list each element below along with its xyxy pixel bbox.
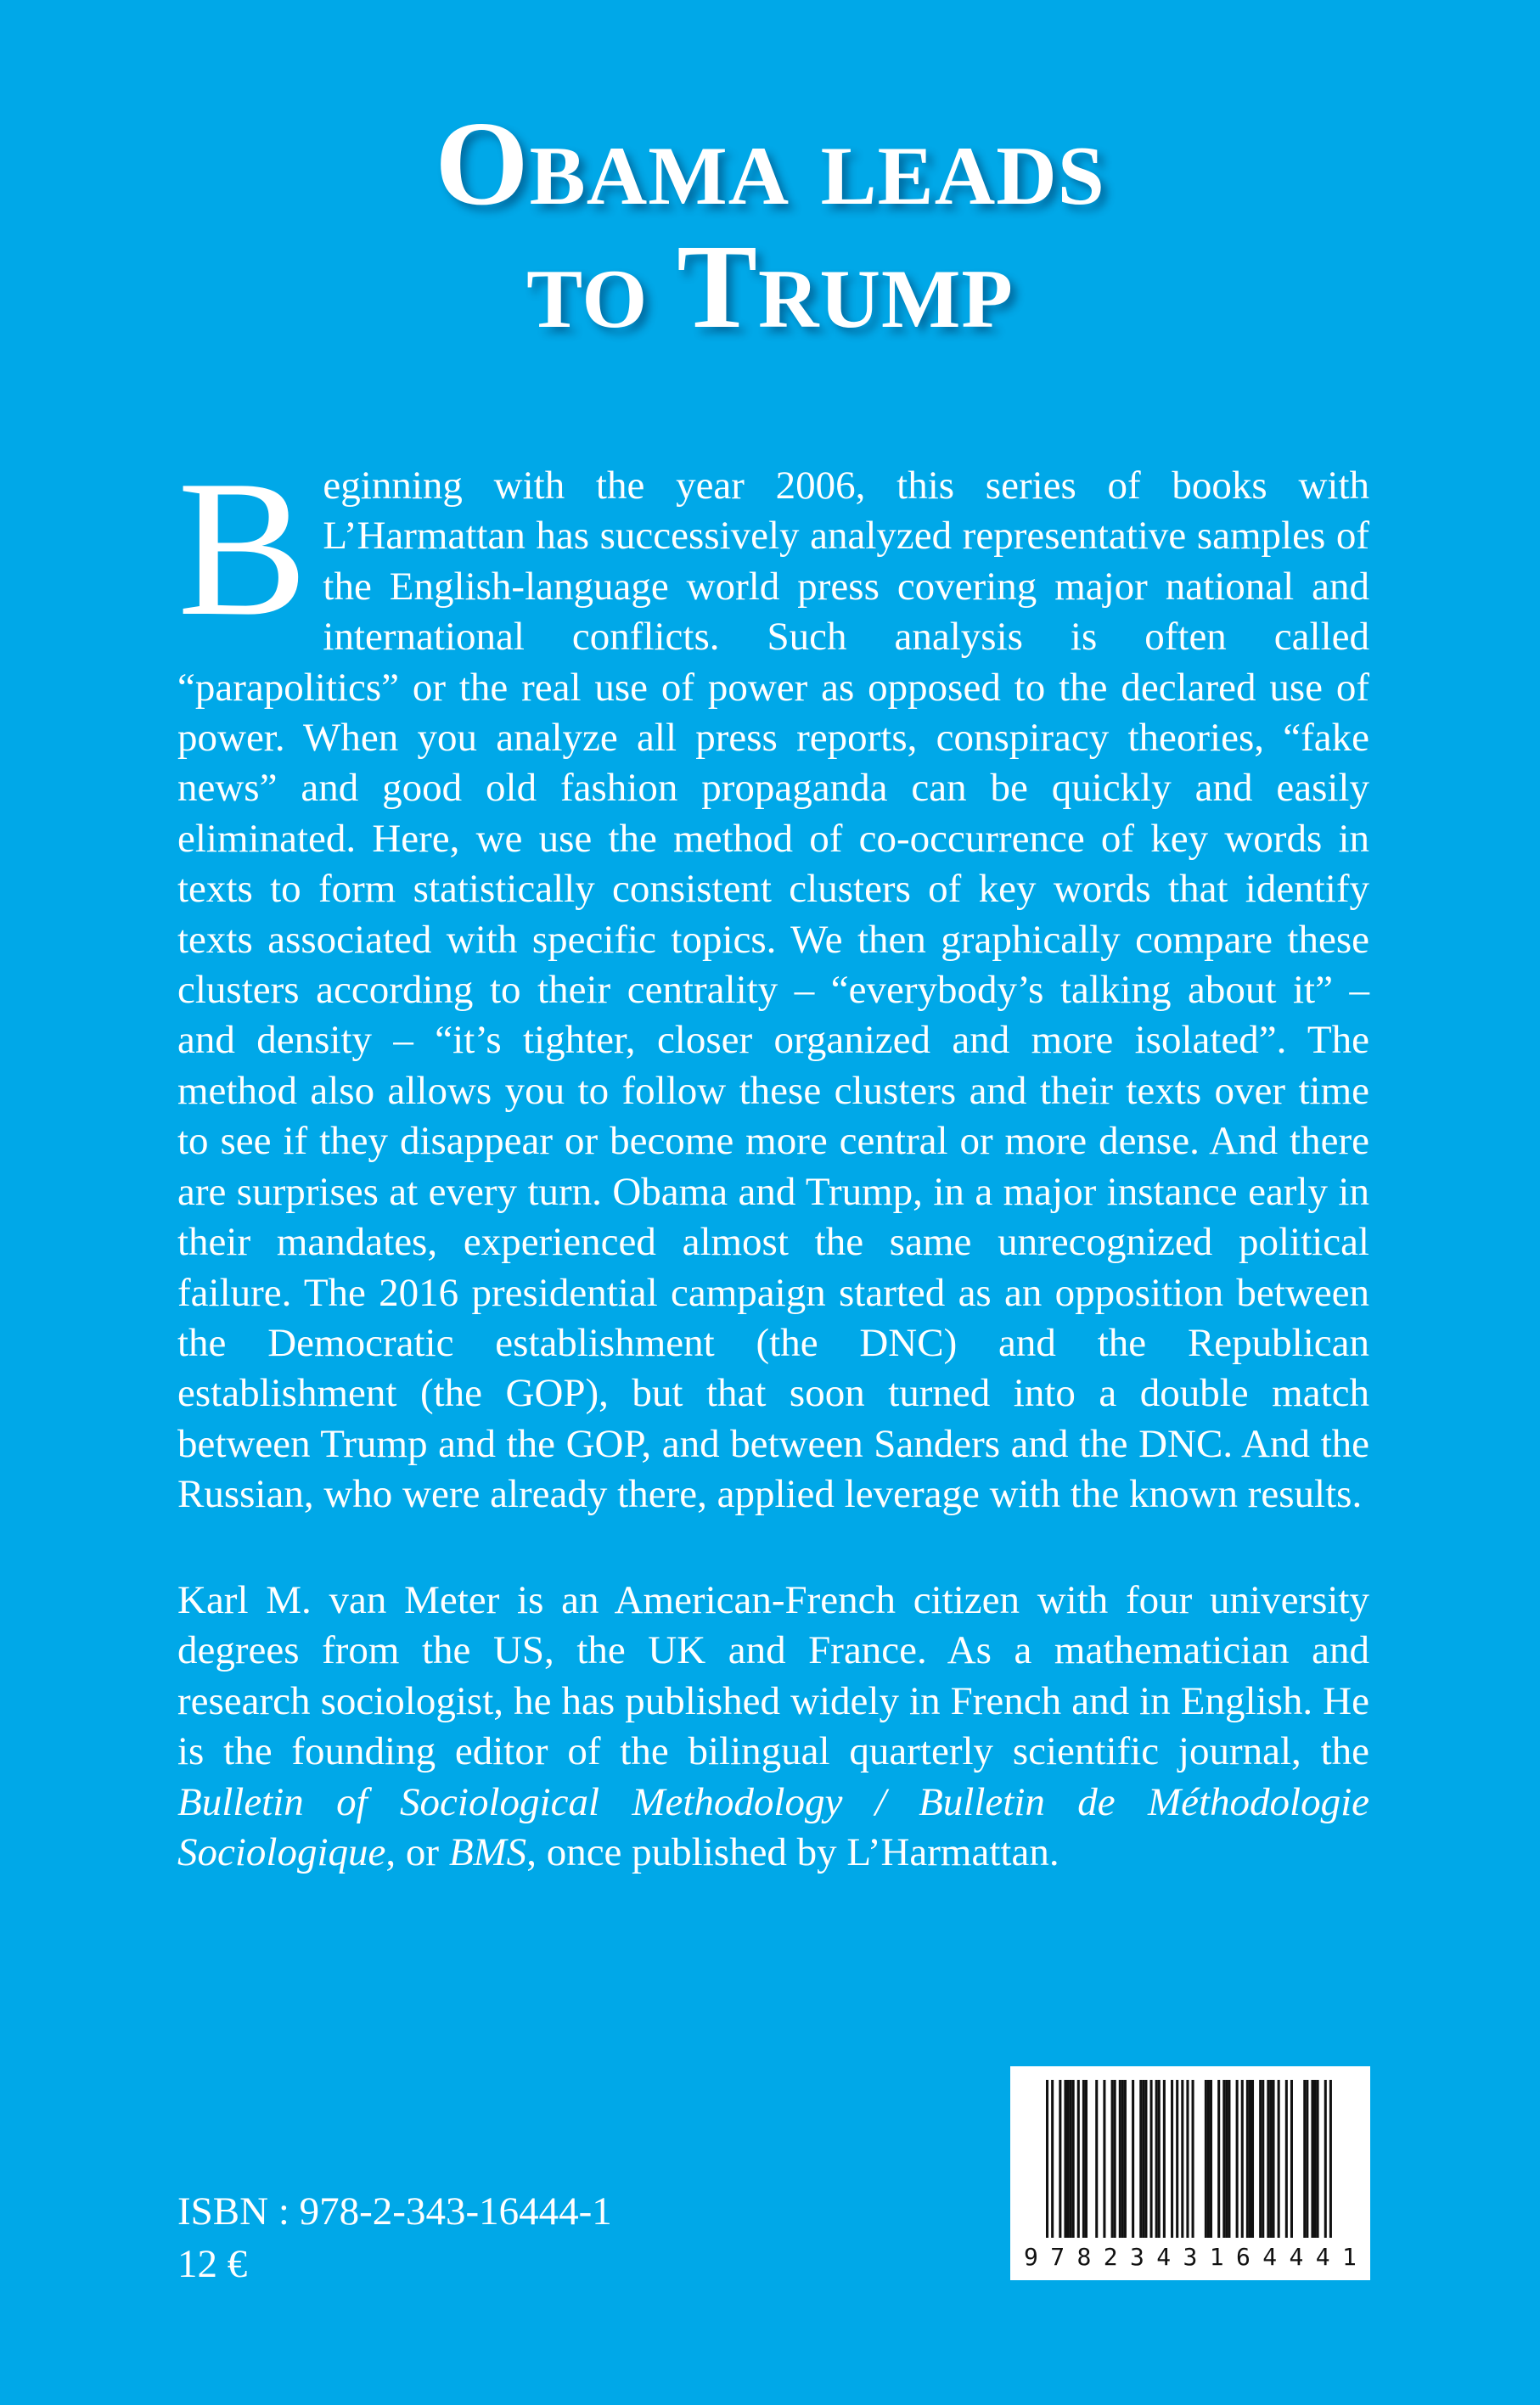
journal-abbreviation: BMS — [448, 1830, 527, 1875]
summary-paragraph — [177, 440, 1369, 1520]
barcode-bar — [1072, 2080, 1075, 2238]
barcode-bar — [1262, 2080, 1264, 2238]
barcode-bar — [1051, 2080, 1054, 2238]
isbn-price-block — [177, 2185, 612, 2290]
barcode-bar — [1181, 2080, 1183, 2238]
author-bio-intro: Karl M. van Meter is an American-French citizen with four university degrees from the US, the UK and France. As a mathematician and research sociologist, he has published widely in French and in English. He is the founding editor of the bilingual quarterly scientific journal, the — [177, 1578, 1369, 1774]
barcode-bar — [1095, 2080, 1098, 2238]
barcode-bar — [1207, 2080, 1210, 2238]
barcode-bar — [1269, 2080, 1272, 2238]
barcode-bar — [1124, 2080, 1127, 2238]
barcode-bar — [1082, 2080, 1085, 2238]
barcode-bar — [1225, 2080, 1228, 2238]
drop-cap-letter: B — [177, 440, 308, 656]
barcode-bar — [1217, 2080, 1220, 2238]
barcode-bar — [1290, 2080, 1293, 2238]
barcode-bar — [1329, 2080, 1332, 2238]
barcode-bar — [1303, 2080, 1306, 2238]
barcode-bar — [1119, 2080, 1121, 2238]
barcode-bar — [1272, 2080, 1274, 2238]
barcode-bar — [1121, 2080, 1124, 2238]
barcode-digit: 4 — [1262, 2243, 1278, 2271]
barcode-bar — [1064, 2080, 1066, 2238]
barcode-bar — [1192, 2080, 1194, 2238]
ean-barcode — [1010, 2066, 1370, 2280]
barcode-bar — [1267, 2080, 1269, 2238]
barcode-digits — [1024, 2243, 1357, 2272]
barcode-bar — [1059, 2080, 1061, 2238]
barcode-bar — [1139, 2080, 1142, 2238]
barcode-bar — [1278, 2080, 1280, 2238]
title-line-2: to Trump — [526, 218, 1014, 353]
barcode-bar — [1205, 2080, 1207, 2238]
barcode-bar — [1046, 2080, 1048, 2238]
barcode-bar — [1236, 2080, 1239, 2238]
barcode-bar — [1241, 2080, 1244, 2238]
barcode-bar — [1132, 2080, 1134, 2238]
barcode-bar — [1311, 2080, 1313, 2238]
author-bio-paragraph — [177, 1576, 1369, 1878]
journal-title: Bulletin of Sociological Methodology / Bulletin de Méthodologie Sociologique — [177, 1779, 1369, 1875]
barcode-digit: 7 — [1050, 2243, 1065, 2271]
barcode-bar — [1158, 2080, 1161, 2238]
barcode-bar — [1111, 2080, 1114, 2238]
barcode-bar — [1171, 2080, 1173, 2238]
barcode-bar — [1163, 2080, 1166, 2238]
barcode-bar — [1114, 2080, 1116, 2238]
barcode-digit: 3 — [1130, 2243, 1144, 2271]
barcode-bar — [1306, 2080, 1308, 2238]
barcode-bar — [1144, 2080, 1147, 2238]
barcode-bar — [1077, 2080, 1080, 2238]
barcode-bar — [1142, 2080, 1144, 2238]
barcode-bar — [1228, 2080, 1230, 2238]
barcode-bar — [1176, 2080, 1178, 2238]
barcode-digit: 9 — [1024, 2243, 1038, 2271]
title-line-1: Obama leads — [435, 96, 1105, 230]
barcode-bar — [1085, 2080, 1088, 2238]
barcode-bar — [1317, 2080, 1319, 2238]
barcode-bar — [1210, 2080, 1212, 2238]
barcode-bar — [1246, 2080, 1249, 2238]
barcode-bar — [1067, 2080, 1070, 2238]
barcode-bar — [1249, 2080, 1251, 2238]
barcode-bar — [1222, 2080, 1225, 2238]
barcode-bar — [1150, 2080, 1153, 2238]
author-bio-middle: , or — [385, 1830, 449, 1875]
barcode-digit: 1 — [1342, 2243, 1357, 2271]
barcode-digit: 8 — [1076, 2243, 1092, 2271]
barcode-bar — [1155, 2080, 1158, 2238]
barcode-digit: 1 — [1209, 2243, 1224, 2271]
barcode-bar — [1259, 2080, 1262, 2238]
barcode-bar — [1186, 2080, 1189, 2238]
barcode-digit: 3 — [1183, 2243, 1198, 2271]
summary-text: eginning with the year 2006, this series of books with L’Harmattan has successively analyzed representative samples of the English-language world press covering major national and international conflicts. Such analysis is often called “parapolitics” or the real use of power as opposed to the declared use of power. When you analyze all press reports, conspiracy theories, “fake news” and good old fashion propaganda can be quickly and easily eliminated. Here, we use the method of co-occurrence of key words in texts to form statistically consistent clusters of key words that identify texts associated with specific topics. We then graphically compare these clusters according to their centrality – “everybody’s talking about it” – and density – “it’s tighter, closer organized and more isolated”. The method also allows you to follow these clusters and their texts over time to see if they disappear or become more central or more dense. And there are surprises at every turn. Obama and Trump, in a major instance early in their mandates, experienced almost the same unrecognized political failure. The 2016 presidential campaign started as an opposition between the Democratic establishment (the DNC) and the Republican establishment (the GOP), but that soon turned into a double match between Trump and the GOP, and between Sanders and the DNC. And the Russian, who were already there, applied leverage with the known results. — [177, 464, 1369, 1517]
barcode-digit: 2 — [1103, 2243, 1118, 2271]
barcode-bar — [1285, 2080, 1288, 2238]
isbn-number: ISBN : 978-2-343-16444-1 — [177, 2189, 612, 2234]
barcode-digit: 4 — [1315, 2243, 1330, 2271]
author-bio-outro: , once published by L’Harmattan. — [526, 1830, 1059, 1875]
price: 12 € — [177, 2242, 248, 2286]
barcode-bar — [1314, 2080, 1317, 2238]
barcode-bar — [1324, 2080, 1327, 2238]
barcode-digit: 4 — [1289, 2243, 1304, 2271]
barcode-digit: 4 — [1156, 2243, 1172, 2271]
barcode-bar — [1251, 2080, 1254, 2238]
barcode-bar — [1070, 2080, 1072, 2238]
barcode-bar — [1103, 2080, 1105, 2238]
book-title — [0, 96, 1540, 353]
barcode-digit: 6 — [1236, 2243, 1251, 2271]
